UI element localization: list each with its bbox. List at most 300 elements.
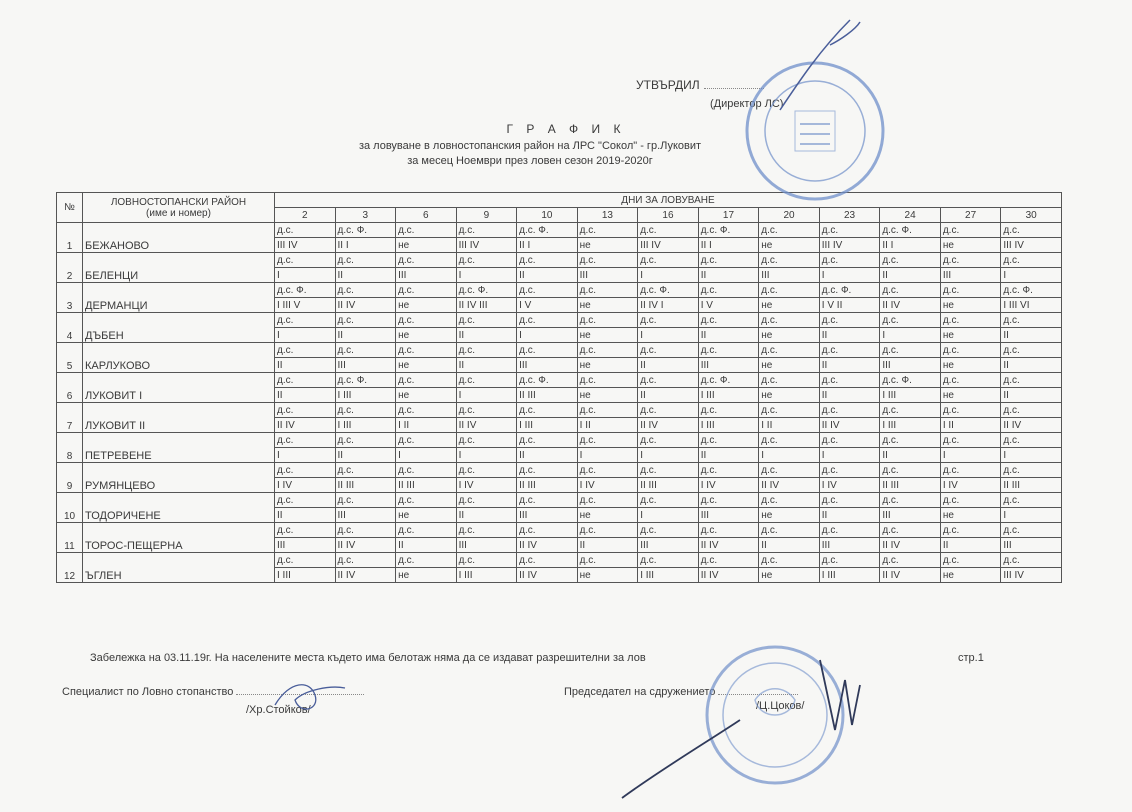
game-type-cell: д.с. — [880, 523, 941, 538]
game-type-cell: д.с. — [759, 493, 820, 508]
row-number: 3 — [57, 283, 83, 313]
game-type-cell: д.с. — [335, 343, 396, 358]
hunting-group-cell: II IV — [517, 538, 578, 553]
hunting-group-cell: I III — [275, 568, 336, 583]
hunting-group-cell: не — [759, 358, 820, 373]
hunting-group-cell: II IV — [638, 418, 699, 433]
game-type-cell: д.с. Ф. — [335, 373, 396, 388]
hunting-group-cell: I — [1001, 508, 1062, 523]
hunting-group-cell: I III — [335, 388, 396, 403]
hunting-group-cell: I III — [880, 418, 941, 433]
game-type-cell: д.с. — [577, 433, 638, 448]
hunting-group-cell: I V — [517, 298, 578, 313]
hunting-group-cell: II IV — [456, 418, 517, 433]
game-type-cell: д.с. — [517, 283, 578, 298]
day-header: 2 — [275, 208, 336, 223]
hunting-group-cell: не — [577, 328, 638, 343]
hunting-group-cell: II I — [880, 238, 941, 253]
game-type-cell: д.с. — [698, 463, 759, 478]
game-type-cell: д.с. — [1001, 553, 1062, 568]
game-type-cell: д.с. — [759, 343, 820, 358]
game-type-cell: д.с. — [880, 463, 941, 478]
day-header: 10 — [517, 208, 578, 223]
hunting-group-cell: I IV — [577, 478, 638, 493]
game-type-cell: д.с. — [759, 223, 820, 238]
game-type-cell: д.с. — [940, 403, 1001, 418]
hunting-group-cell: не — [940, 238, 1001, 253]
region-name: БЕЛЕНЦИ — [83, 253, 275, 283]
hunting-group-cell: не — [577, 298, 638, 313]
game-type-cell: д.с. — [396, 283, 457, 298]
game-type-cell: д.с. — [698, 313, 759, 328]
hunting-group-cell: II — [880, 448, 941, 463]
row-number: 7 — [57, 403, 83, 433]
hunting-group-cell: I IV — [940, 478, 1001, 493]
game-type-cell: д.с. — [456, 493, 517, 508]
game-type-cell: д.с. — [456, 313, 517, 328]
note-text: Забележка на 03.11.19г. На населените места където има белотаж няма да се издават разрешителни за лов — [90, 652, 646, 664]
hunting-group-cell: не — [940, 298, 1001, 313]
hunting-group-cell: II — [1001, 358, 1062, 373]
hunting-group-cell: II — [335, 448, 396, 463]
hunting-group-cell: II III — [880, 478, 941, 493]
game-type-cell: д.с. — [759, 433, 820, 448]
hunting-group-cell: II IV — [1001, 418, 1062, 433]
game-type-cell: д.с. — [1001, 493, 1062, 508]
game-type-cell: д.с. — [819, 523, 880, 538]
hunting-group-cell: III IV — [1001, 238, 1062, 253]
hunting-group-cell: I IV — [698, 478, 759, 493]
game-type-cell: д.с. — [335, 313, 396, 328]
game-type-cell: д.с. — [940, 283, 1001, 298]
hunting-group-cell: II III — [396, 478, 457, 493]
game-type-cell: д.с. — [638, 433, 699, 448]
approval-role: (Директор ЛС) — [710, 98, 784, 110]
game-type-cell: д.с. — [698, 253, 759, 268]
hunting-group-cell: I — [638, 508, 699, 523]
game-type-cell: д.с. Ф. — [698, 373, 759, 388]
row-number: 5 — [57, 343, 83, 373]
game-type-cell: д.с. — [698, 523, 759, 538]
game-type-cell: д.с. — [1001, 223, 1062, 238]
game-type-cell: д.с. — [275, 253, 336, 268]
game-type-cell: д.с. — [638, 553, 699, 568]
game-type-cell: д.с. — [819, 553, 880, 568]
hunting-group-cell: I III V — [275, 298, 336, 313]
game-type-cell: д.с. — [396, 493, 457, 508]
specialist-name: /Хр.Стойков/ — [246, 704, 311, 716]
game-type-cell: д.с. — [456, 253, 517, 268]
hunting-group-cell: I III — [880, 388, 941, 403]
header-row-1 — [57, 193, 1062, 208]
subtitle-line-2: за месец Ноември през ловен сезон 2019-2020г — [407, 155, 653, 167]
game-type-cell: д.с. — [759, 553, 820, 568]
game-type-cell: д.с. — [1001, 523, 1062, 538]
hunting-group-cell: I — [819, 268, 880, 283]
specialist-label: Специалист по Ловно стопанство — [62, 686, 234, 698]
hunting-group-cell: III IV — [275, 238, 336, 253]
hunting-group-cell: I — [638, 328, 699, 343]
chairman-label: Председател на сдружението — [564, 686, 716, 698]
hunting-group-cell: I — [456, 268, 517, 283]
hunting-group-cell: I — [456, 448, 517, 463]
hunting-group-cell: I III — [335, 418, 396, 433]
game-type-cell: д.с. — [759, 283, 820, 298]
day-header: 9 — [456, 208, 517, 223]
game-type-cell: д.с. — [396, 373, 457, 388]
hunting-group-cell: I III — [819, 568, 880, 583]
hunting-group-cell: III — [1001, 538, 1062, 553]
hunting-group-cell: I — [577, 448, 638, 463]
days-header: ДНИ ЗА ЛОВУВАНЕ — [275, 193, 1062, 208]
hunting-group-cell: II — [456, 328, 517, 343]
game-type-cell: д.с. Ф. — [880, 223, 941, 238]
table-row-top — [57, 493, 1062, 508]
game-type-cell: д.с. — [456, 223, 517, 238]
table-row-top — [57, 433, 1062, 448]
hunting-group-cell: III — [638, 538, 699, 553]
game-type-cell: д.с. — [275, 553, 336, 568]
hunting-group-cell: не — [396, 328, 457, 343]
hunting-group-cell: II — [517, 268, 578, 283]
game-type-cell: д.с. — [698, 343, 759, 358]
game-type-cell: д.с. — [517, 253, 578, 268]
hunting-group-cell: не — [759, 238, 820, 253]
table-row-top — [57, 343, 1062, 358]
row-number: 11 — [57, 523, 83, 553]
hunting-group-cell: II IV — [275, 418, 336, 433]
hunting-group-cell: не — [940, 508, 1001, 523]
row-number: 6 — [57, 373, 83, 403]
hunting-group-cell: II IV I — [638, 298, 699, 313]
region-name: БЕЖАНОВО — [83, 223, 275, 253]
hunting-group-cell: III — [396, 268, 457, 283]
hunting-group-cell: I II — [577, 418, 638, 433]
game-type-cell: д.с. — [275, 313, 336, 328]
hunting-group-cell: II III — [517, 388, 578, 403]
hunting-group-cell: II IV — [698, 538, 759, 553]
hunting-group-cell: не — [759, 328, 820, 343]
page-number: стр.1 — [958, 652, 984, 664]
hunting-group-cell: не — [577, 388, 638, 403]
game-type-cell: д.с. — [275, 373, 336, 388]
game-type-cell: д.с. — [638, 403, 699, 418]
game-type-cell: д.с. — [335, 283, 396, 298]
hunting-group-cell: не — [759, 508, 820, 523]
hunting-group-cell: не — [577, 568, 638, 583]
hunting-group-cell: I II — [759, 418, 820, 433]
region-name: ТОРОС-ПЕЩЕРНА — [83, 523, 275, 553]
hunting-group-cell: III IV — [819, 238, 880, 253]
region-name: ПЕТРЕВЕНЕ — [83, 433, 275, 463]
hunting-group-cell: II — [638, 358, 699, 373]
table-row-top — [57, 523, 1062, 538]
hunting-group-cell: III — [335, 508, 396, 523]
table-row-top — [57, 223, 1062, 238]
hunting-group-cell: II I — [517, 238, 578, 253]
game-type-cell: д.с. — [456, 403, 517, 418]
hunting-group-cell: I — [638, 448, 699, 463]
hunting-group-cell: не — [396, 298, 457, 313]
game-type-cell: д.с. — [577, 403, 638, 418]
game-type-cell: д.с. Ф. — [1001, 283, 1062, 298]
hunting-group-cell: III — [335, 358, 396, 373]
game-type-cell: д.с. — [638, 223, 699, 238]
game-type-cell: д.с. — [577, 283, 638, 298]
game-type-cell: д.с. Ф. — [517, 373, 578, 388]
game-type-cell: д.с. — [759, 523, 820, 538]
game-type-cell: д.с. — [577, 343, 638, 358]
hunting-group-cell: не — [396, 238, 457, 253]
hunting-group-cell: II — [698, 328, 759, 343]
game-type-cell: д.с. — [396, 553, 457, 568]
game-type-cell: д.с. — [698, 433, 759, 448]
hunting-group-cell: II IV — [335, 568, 396, 583]
game-type-cell: д.с. — [577, 313, 638, 328]
hunting-group-cell: I — [456, 388, 517, 403]
game-type-cell: д.с. — [335, 523, 396, 538]
game-type-cell: д.с. Ф. — [638, 283, 699, 298]
game-type-cell: д.с. — [1001, 253, 1062, 268]
hunting-group-cell: не — [759, 298, 820, 313]
game-type-cell: д.с. — [880, 433, 941, 448]
day-header: 27 — [940, 208, 1001, 223]
hunting-group-cell: II — [456, 508, 517, 523]
hunting-group-cell: не — [940, 328, 1001, 343]
row-number: 9 — [57, 463, 83, 493]
game-type-cell: д.с. — [638, 373, 699, 388]
hunting-schedule-table — [56, 192, 1062, 583]
hunting-group-cell: II — [577, 538, 638, 553]
game-type-cell: д.с. — [456, 433, 517, 448]
hunting-group-cell: II — [275, 508, 336, 523]
hunting-group-cell: I III — [698, 388, 759, 403]
approval-text: УТВЪРДИЛ — [636, 78, 700, 92]
hunting-group-cell: II — [335, 328, 396, 343]
hunting-group-cell: III IV — [456, 238, 517, 253]
hunting-group-cell: I V II — [819, 298, 880, 313]
game-type-cell: д.с. — [1001, 373, 1062, 388]
table-row-top — [57, 283, 1062, 298]
hunting-group-cell: II III — [517, 478, 578, 493]
row-number: 12 — [57, 553, 83, 583]
table-row-top — [57, 313, 1062, 328]
hunting-group-cell: III — [819, 538, 880, 553]
game-type-cell: д.с. — [819, 463, 880, 478]
hunting-group-cell: не — [759, 568, 820, 583]
hunting-group-cell: I III — [456, 568, 517, 583]
game-type-cell: д.с. — [517, 433, 578, 448]
hunting-group-cell: II — [819, 358, 880, 373]
region-name: ЛУКОВИТ II — [83, 403, 275, 433]
hunting-group-cell: II — [698, 448, 759, 463]
hunting-group-cell: II — [1001, 328, 1062, 343]
game-type-cell: д.с. — [456, 523, 517, 538]
table-row-top — [57, 403, 1062, 418]
game-type-cell: д.с. — [819, 313, 880, 328]
col-number-header: № — [57, 193, 83, 223]
hunting-group-cell: III — [698, 358, 759, 373]
col-region-subtitle: (име и номер) — [146, 207, 211, 219]
row-number: 10 — [57, 493, 83, 523]
game-type-cell: д.с. — [577, 523, 638, 538]
game-type-cell: д.с. — [577, 253, 638, 268]
hunting-group-cell: III — [940, 268, 1001, 283]
game-type-cell: д.с. Ф. — [880, 373, 941, 388]
game-type-cell: д.с. — [577, 223, 638, 238]
hunting-group-cell: II — [819, 388, 880, 403]
game-type-cell: д.с. — [456, 343, 517, 358]
hunting-group-cell: II IV — [335, 298, 396, 313]
game-type-cell: д.с. — [517, 403, 578, 418]
hunting-group-cell: III — [456, 538, 517, 553]
game-type-cell: д.с. — [940, 553, 1001, 568]
game-type-cell: д.с. — [940, 313, 1001, 328]
hunting-group-cell: I — [275, 448, 336, 463]
hunting-group-cell: не — [577, 358, 638, 373]
hunting-group-cell: II — [275, 388, 336, 403]
region-name: КАРЛУКОВО — [83, 343, 275, 373]
game-type-cell: д.с. Ф. — [819, 283, 880, 298]
hunting-group-cell: II III — [638, 478, 699, 493]
game-type-cell: д.с. — [396, 313, 457, 328]
game-type-cell: д.с. Ф. — [456, 283, 517, 298]
hunting-group-cell: I — [880, 328, 941, 343]
day-header: 20 — [759, 208, 820, 223]
hunting-group-cell: I II — [940, 418, 1001, 433]
hunting-group-cell: не — [577, 238, 638, 253]
hunting-group-cell: II IV — [759, 478, 820, 493]
hunting-group-cell: II — [335, 268, 396, 283]
director-signature — [770, 10, 870, 120]
specialist-signature — [270, 670, 350, 720]
region-name: ЪГЛЕН — [83, 553, 275, 583]
hunting-group-cell: II IV — [880, 298, 941, 313]
hunting-group-cell: II I — [335, 238, 396, 253]
game-type-cell: д.с. — [335, 553, 396, 568]
game-type-cell: д.с. — [517, 343, 578, 358]
hunting-group-cell: не — [396, 568, 457, 583]
game-type-cell: д.с. — [335, 493, 396, 508]
game-type-cell: д.с. — [517, 493, 578, 508]
game-type-cell: д.с. — [638, 253, 699, 268]
hunting-group-cell: не — [396, 508, 457, 523]
game-type-cell: д.с. — [456, 553, 517, 568]
game-type-cell: д.с. — [1001, 403, 1062, 418]
hunting-group-cell: I III — [638, 568, 699, 583]
region-name: ДЪБЕН — [83, 313, 275, 343]
row-number: 8 — [57, 433, 83, 463]
game-type-cell: д.с. — [698, 283, 759, 298]
hunting-group-cell: III — [759, 268, 820, 283]
hunting-group-cell: III — [880, 508, 941, 523]
game-type-cell: д.с. — [275, 523, 336, 538]
hunting-group-cell: II IV — [698, 568, 759, 583]
game-type-cell: д.с. — [698, 553, 759, 568]
chairman-signature — [620, 640, 870, 800]
hunting-group-cell: III — [517, 358, 578, 373]
hunting-group-cell: I — [1001, 448, 1062, 463]
day-header: 17 — [698, 208, 759, 223]
game-type-cell: д.с. — [880, 283, 941, 298]
day-header: 30 — [1001, 208, 1062, 223]
game-type-cell: д.с. — [759, 463, 820, 478]
game-type-cell: д.с. — [819, 223, 880, 238]
game-type-cell: д.с. — [940, 493, 1001, 508]
game-type-cell: д.с. — [396, 343, 457, 358]
row-number: 1 — [57, 223, 83, 253]
day-header: 3 — [335, 208, 396, 223]
region-name: ТОДОРИЧЕНЕ — [83, 493, 275, 523]
table-row-top — [57, 463, 1062, 478]
hunting-group-cell: не — [940, 358, 1001, 373]
hunting-group-cell: II IV — [335, 538, 396, 553]
hunting-group-cell: II IV — [819, 418, 880, 433]
game-type-cell: д.с. — [819, 373, 880, 388]
game-type-cell: д.с. — [759, 253, 820, 268]
game-type-cell: д.с. — [456, 373, 517, 388]
hunting-group-cell: II — [275, 358, 336, 373]
hunting-group-cell: III — [517, 508, 578, 523]
hunting-group-cell: I IV — [456, 478, 517, 493]
hunting-group-cell: I — [638, 268, 699, 283]
hunting-group-cell: II — [1001, 388, 1062, 403]
hunting-group-cell: I V — [698, 298, 759, 313]
game-type-cell: д.с. — [880, 403, 941, 418]
hunting-group-cell: I II — [396, 418, 457, 433]
hunting-group-cell: II — [638, 388, 699, 403]
game-type-cell: д.с. — [880, 253, 941, 268]
game-type-cell: д.с. Ф. — [517, 223, 578, 238]
game-type-cell: д.с. — [759, 373, 820, 388]
game-type-cell: д.с. — [819, 343, 880, 358]
game-type-cell: д.с. — [940, 523, 1001, 538]
hunting-group-cell: III — [880, 358, 941, 373]
game-type-cell: д.с. — [638, 343, 699, 358]
hunting-group-cell: II IV III — [456, 298, 517, 313]
game-type-cell: д.с. — [335, 253, 396, 268]
game-type-cell: д.с. — [275, 463, 336, 478]
game-type-cell: д.с. — [275, 223, 336, 238]
game-type-cell: д.с. — [396, 253, 457, 268]
game-type-cell: д.с. — [1001, 313, 1062, 328]
game-type-cell: д.с. — [456, 463, 517, 478]
hunting-group-cell: I — [517, 328, 578, 343]
table-row-top — [57, 553, 1062, 568]
region-name: ДЕРМАНЦИ — [83, 283, 275, 313]
game-type-cell: д.с. — [698, 493, 759, 508]
day-header: 13 — [577, 208, 638, 223]
row-number: 4 — [57, 313, 83, 343]
game-type-cell: д.с. — [577, 493, 638, 508]
game-type-cell: д.с. — [819, 403, 880, 418]
game-type-cell: д.с. — [880, 493, 941, 508]
game-type-cell: д.с. — [638, 463, 699, 478]
game-type-cell: д.с. — [698, 403, 759, 418]
game-type-cell: д.с. Ф. — [275, 283, 336, 298]
hunting-group-cell: II IV — [517, 568, 578, 583]
game-type-cell: д.с. — [1001, 463, 1062, 478]
hunting-group-cell: I — [275, 328, 336, 343]
hunting-group-cell: не — [396, 388, 457, 403]
game-type-cell: д.с. Ф. — [698, 223, 759, 238]
hunting-group-cell: III — [577, 268, 638, 283]
hunting-group-cell: III — [275, 538, 336, 553]
game-type-cell: д.с. — [517, 553, 578, 568]
hunting-group-cell: I IV — [819, 478, 880, 493]
hunting-group-cell: II IV — [880, 538, 941, 553]
hunting-group-cell: I III — [517, 418, 578, 433]
